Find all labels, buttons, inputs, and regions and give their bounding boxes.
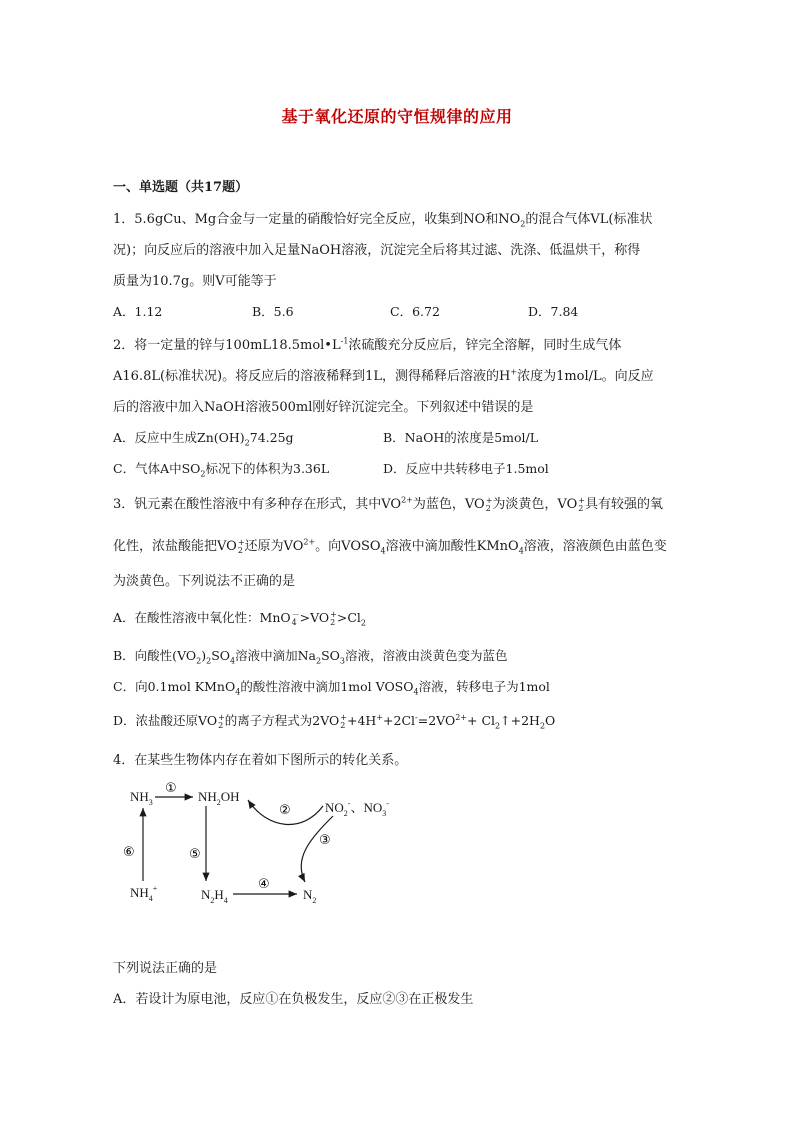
q3-option-a: A．在酸性溶液中氧化性：MnO － 4 >VO + 2 $>Cl_2$ xyxy=(113,609,367,628)
q1-option-b: B．5.6 xyxy=(252,304,294,319)
q3-line-3: 为淡黄色。下列说法不正确的是 xyxy=(113,574,296,589)
step-3-marker: ③ xyxy=(319,833,331,848)
step-2-marker: ② xyxy=(279,803,291,818)
q2-line-3: 后的溶液中加入NaOH溶液500ml刚好锌沉淀完全。下列叙述中错误的是 xyxy=(113,400,534,415)
q1-line-2: 况)；向反应后的溶液中加入足量NaOH溶液，沉淀完全后将其过滤、洗涤、低温烘干，称得 xyxy=(113,243,641,258)
q2-option-b: B．NaOH的浓度是5mol/L xyxy=(383,430,539,445)
section-heading: 一、单选题（共17题） xyxy=(113,180,249,195)
step-1-marker: ① xyxy=(165,781,177,796)
q2-line-2: A16.8L(标准状况)。将反应后的溶液稀释到1L，测得稀释后溶液的H+浓度为1mol/L。向反应 xyxy=(113,367,654,384)
n2-label: $N_2$ xyxy=(303,887,317,905)
nh4-label: $NH_4^+$ xyxy=(130,884,158,903)
step-6-marker: ⑥ xyxy=(123,845,135,860)
q1-option-d: D．7.84 xyxy=(528,304,579,319)
q3-line-1: 3．钒元素在酸性溶液中有多种存在形式，其中$VO^{2+}$为蓝色，VO + 2 为淡黄色，VO + 2 具有较强的氧 xyxy=(113,495,663,513)
q4-option-a: A．若设计为原电池，反应①在负极发生，反应②③在正极发生 xyxy=(113,992,474,1007)
q2-option-d: D．反应中共转移电子1.5mol xyxy=(383,461,549,476)
nh3-label: $NH_3$ xyxy=(130,789,153,807)
q3-option-c: C．向0.1mol KMnO$_4$的酸性溶液中滴加1mol $VOSO_4$溶液，转移电子为1mol xyxy=(113,679,550,697)
nitrite-nitrate-label: $NO_2^-$、$NO_3^-$ xyxy=(325,799,389,818)
step-5-marker: ⑤ xyxy=(189,847,201,862)
q1-line-1: 1．5.6gCu、Mg合金与一定量的硝酸恰好完全反应，收集到NO和$NO_2$的混合气体VL(标准状 xyxy=(113,212,653,229)
q3-option-d: D．浓盐酸还原VO + 2 的离子方程式为2VO + 2 $+4H^++2Cl^-=2VO^{2+}+$ $Cl_2↑+2H_2O$ xyxy=(113,712,556,731)
q3-line-2: 化性，浓盐酸能把VO + 2 还原为$VO^{2+}$。向$VOSO_4$溶液中滴加酸性KMnO$_4$溶液，溶液颜色由蓝色变 xyxy=(113,537,667,556)
conversion-diagram xyxy=(113,778,413,913)
q1-line-3: 质量为10.7g。则V可能等于 xyxy=(113,274,277,289)
q4-prompt: 下列说法正确的是 xyxy=(113,961,218,976)
q2-option-c: C．气体A中$SO_2$标况下的体积为3.36L xyxy=(113,461,330,479)
nh2oh-label: $NH_2OH$ xyxy=(198,789,240,807)
q2-option-a: A．反应中生成$Zn(OH)_274.25g$ xyxy=(113,430,294,448)
n2h4-label: $N_2H_4$ xyxy=(201,887,228,905)
q1-option-a: A．1.12 xyxy=(113,304,163,319)
q2-line-1: 2．将一定量的锌与$100mL18.5mol•L^{-1}$浓硫酸充分反应后，锌完全溶解，同时生成气体 xyxy=(113,336,622,353)
page-title: 基于氧化还原的守恒规律的应用 xyxy=(281,107,513,126)
q1-option-c: C．6.72 xyxy=(390,304,440,319)
step-4-marker: ④ xyxy=(258,877,270,892)
q3-option-b: B．向酸性$(VO_2)_2SO_4$溶液中滴加$Na_2SO_3$溶液，溶液由淡黄色变为蓝色 xyxy=(113,648,508,666)
arrow-3 xyxy=(301,816,333,882)
q4-line-1: 4．在某些生物体内存在着如下图所示的转化关系。 xyxy=(113,753,408,768)
